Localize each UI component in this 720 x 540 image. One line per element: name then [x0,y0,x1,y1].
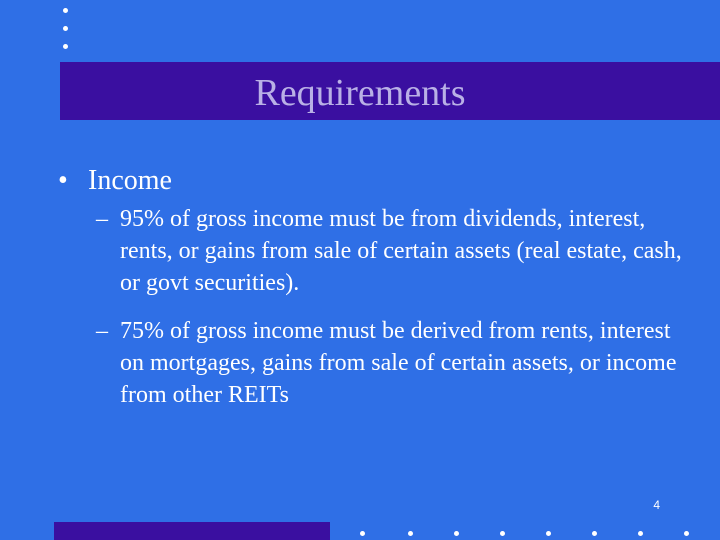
sub-bullet-text: 95% of gross income must be from dividends, interest, rents, or gains from sale of certain assets (real estate, cash, or govt securities). [120,206,682,296]
slide-title: Requirements [254,72,466,114]
decor-dot [638,531,643,536]
decor-dot [408,531,413,536]
main-bullet-text: Income [88,165,172,196]
sub-bullet-text: 75% of gross income must be derived from rents, interest on mortgages, gains from sale of certain assets, or income from other REITs [120,318,677,408]
decor-dot [500,531,505,536]
sub-bullet [96,315,696,411]
decor-dot [360,531,365,536]
bottom-bar [54,522,330,540]
decor-dot [63,26,68,31]
main-bullet [58,165,172,197]
decor-dot [592,531,597,536]
decor-dot [63,44,68,49]
page-number: 4 [653,498,660,512]
sub-bullet [96,203,696,299]
decor-dot [684,531,689,536]
decor-dot [546,531,551,536]
dash-mark: – [96,206,108,232]
decor-dot [454,531,459,536]
dash-mark: – [96,318,108,344]
bullet-mark: • [58,165,68,196]
title-bar [60,62,720,120]
decor-dot [63,8,68,13]
